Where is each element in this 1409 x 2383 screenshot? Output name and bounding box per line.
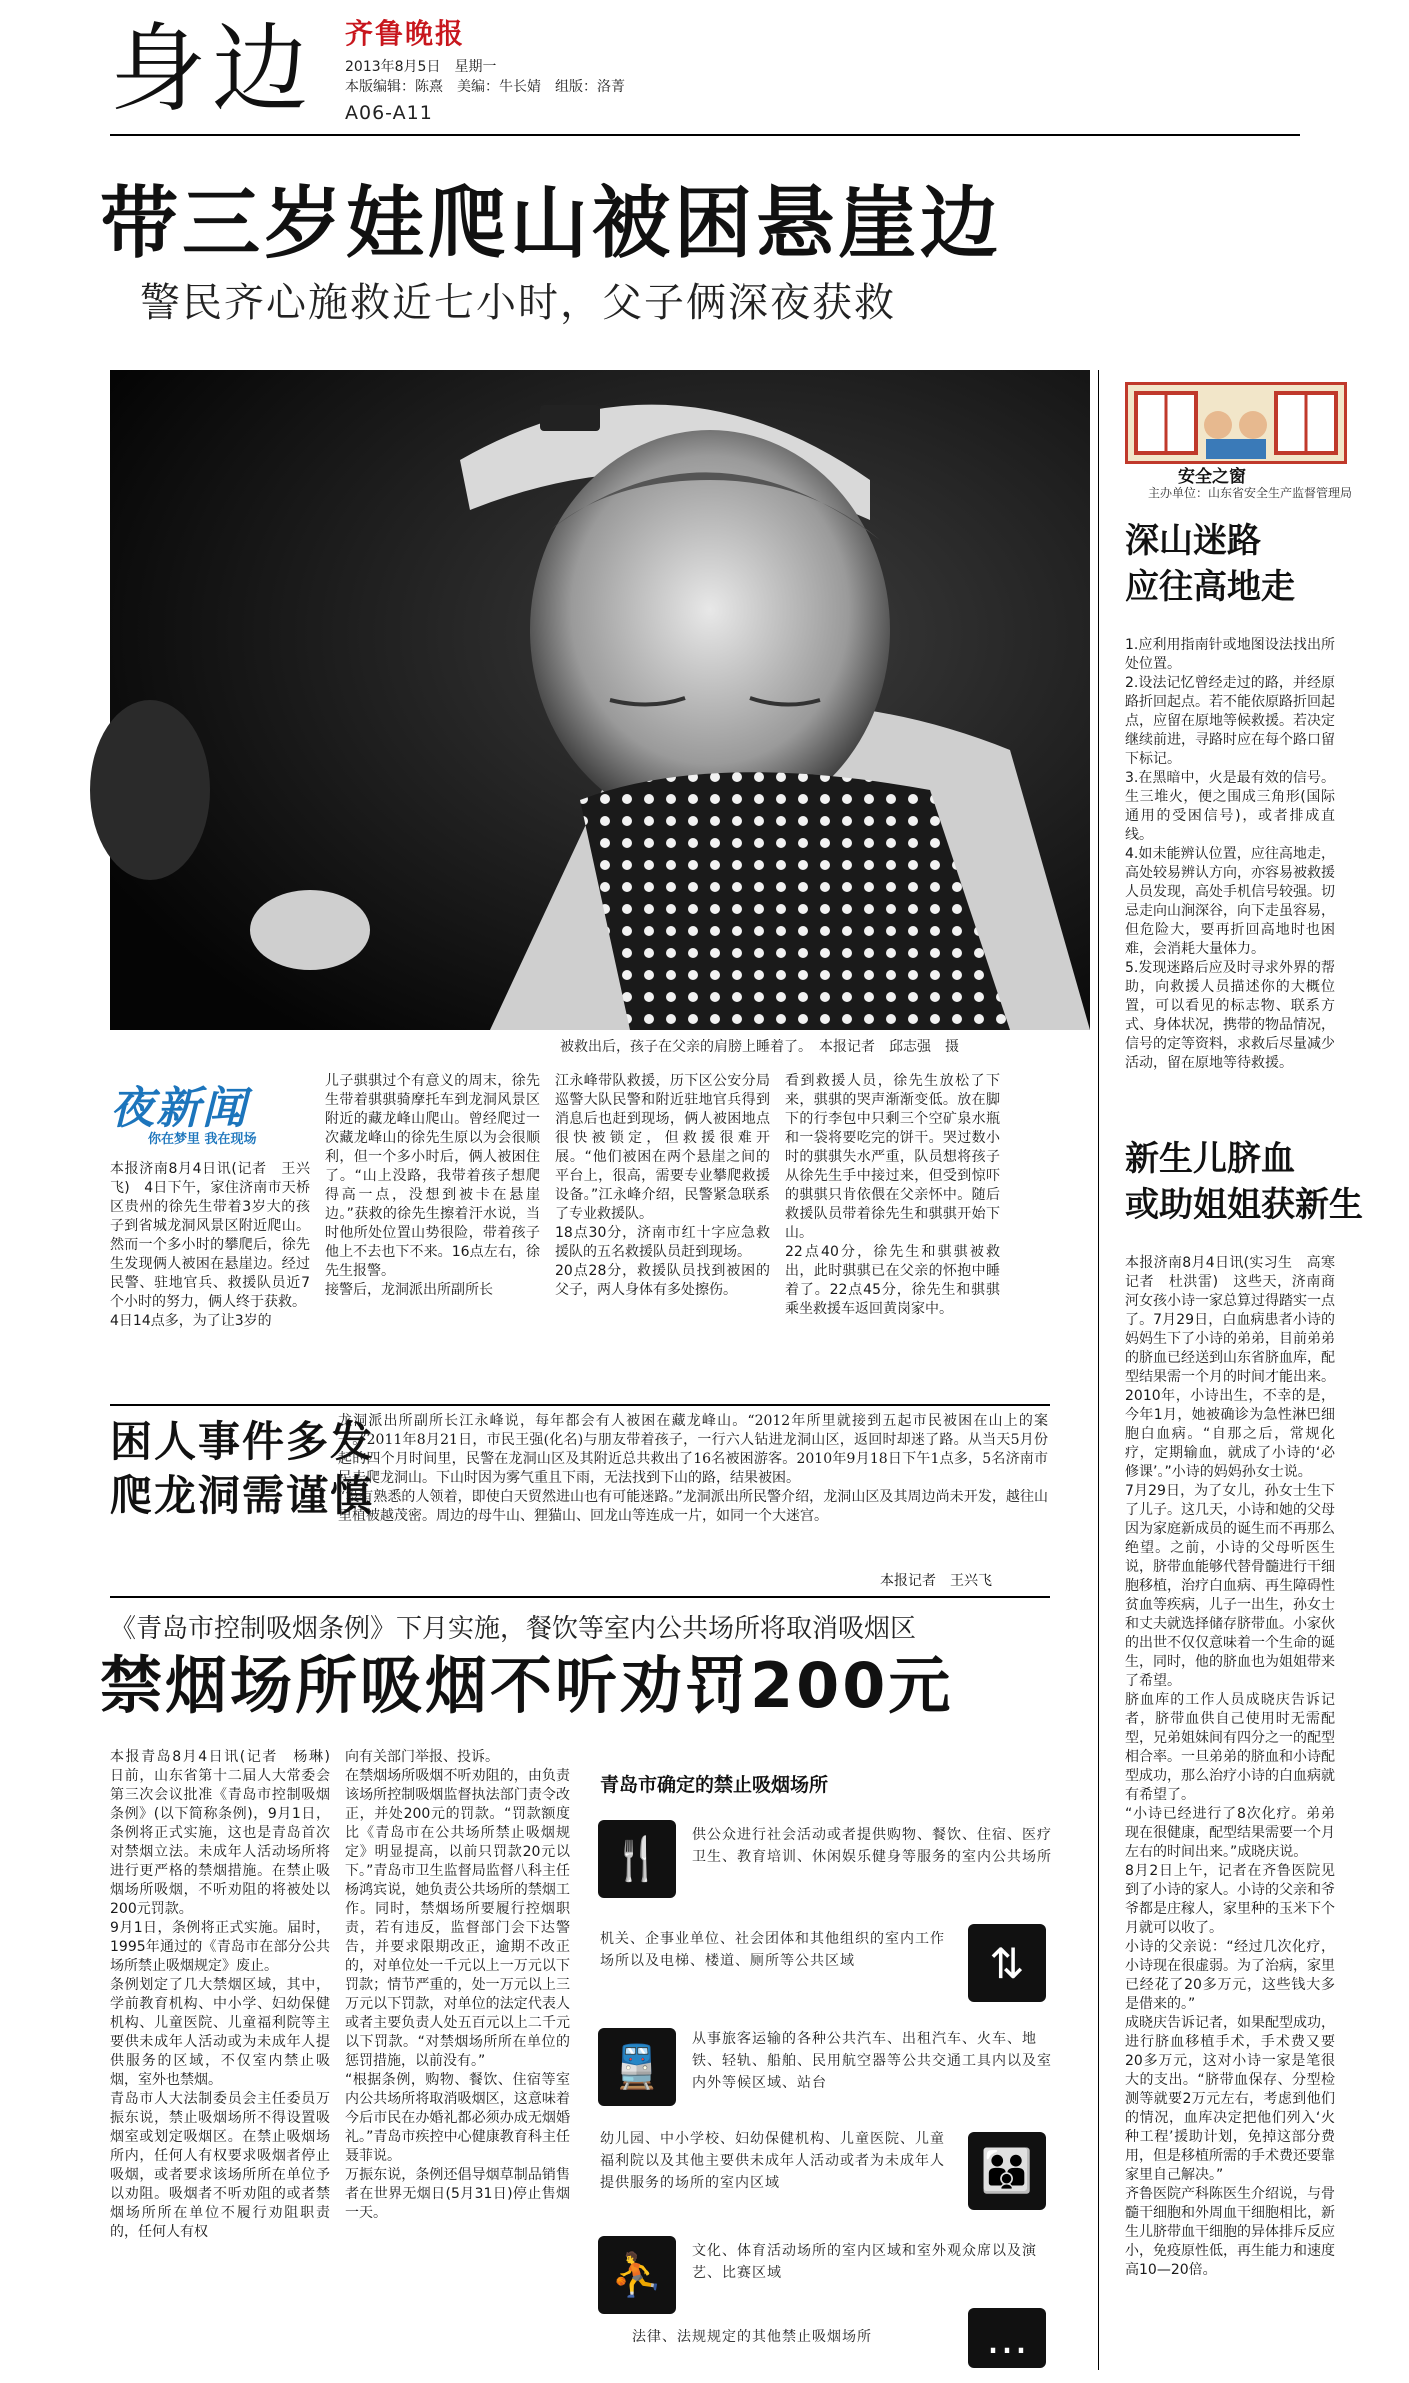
list-item-text: 从事旅客运输的各种公共汽车、出租汽车、火车、地铁、轻轨、船舶、民用航空器等公共交通工具内以及室内外等候区域、站台 xyxy=(692,2031,1052,2091)
smoke-free-list xyxy=(592,1748,1052,2368)
qingdao-list-title: 青岛市确定的禁止吸烟场所 xyxy=(600,1774,829,1796)
other-icon: … xyxy=(968,2308,1046,2368)
qingdao-col-2 xyxy=(345,1748,570,2376)
list-item-text: 机关、企事业单位、社会团体和其他组织的室内工作场所以及电梯、楼道、厕所等公共区域 xyxy=(600,1931,945,1969)
qingdao-kicker: 《青岛市控制吸烟条例》下月实施，餐饮等室内公共场所将取消吸烟区 xyxy=(110,1614,917,1644)
list-item-text: 供公众进行社会活动或者提供购物、餐饮、住宿、医疗卫生、教育培训、休闲娱乐健身等服务的室内公共场所 xyxy=(692,1827,1052,1865)
tips-body: 1.应利用指南针或地图设法找出所处位置。 2.设法记忆曾经走过的路，并经原路折回起点。若不能依原路折回起点，应留在原地等候救援。若决定继续前进，寻路时应在每个路口留下标记。 3.在黑暗中，火是最有效的信号。生三堆火，便之围成三角形(国际通用的受困信号)，或者排成直线。 4.如未能辨认位置，应往高地走，高处较易辨认方向，亦容易被救援人员发现，高处手机信号较强。切忌走向山涧深谷，向下走虽容易，但危险大，要再折回高地时也困难，会消耗大量体力。 5.发现迷路后应及时寻求外界的帮助，向救援人员描述你的大概位置，可以看见的标志物、联系方式、身体状况，携带的物品情况，信号的定等资料，求救后尽量减少活动，留在原地等待救援。 xyxy=(1125,637,1335,1071)
list-item-text: 法律、法规规定的其他禁止吸烟场所 xyxy=(632,2329,872,2345)
story-col-2-text: 儿子骐骐过个有意义的周末，徐先生带着骐骐骑摩托车到龙洞风景区附近的藏龙峰山爬山。曾经爬过一次藏龙峰山的徐先生原以为会很顺利，但一个多小时后，俩人被困住了。“山上没路，我带着孩子想爬得高一点，没想到被卡在悬崖边。”获救的徐先生擦着汗水说，当时他所处位置山势很险，带着孩子他上不去也下不来。16点左右，徐先生报警。 接警后，龙洞派出所副所长 xyxy=(325,1073,540,1298)
restaurant-icon: 🍴 xyxy=(598,1820,676,1898)
page-range: A06-A11 xyxy=(345,102,433,124)
box-story-text xyxy=(338,1412,1048,1568)
story-col-3-text: 江永峰带队救援，历下区公安分局巡警大队民警和附近驻地官兵得到消息后也赶到现场，俩人被困地点很快被锁定，但救援很难开展。“他们被困在两个悬崖之间的平台上，很高，需要专业攀爬救援设备。”江永峰介绍，民警紧急联系了专业救援队。 18点30分，济南市红十字应急救援队的五名救援队员赶到现场。 20点28分，救援队员找到被困的父子，两人身体有多处擦伤。 xyxy=(555,1073,770,1298)
sports-icon: ⛹ xyxy=(598,2236,676,2314)
column-divider xyxy=(1098,370,1099,2370)
safety-window-label: 安全之窗 xyxy=(1178,467,1246,487)
box-rule xyxy=(110,1404,1050,1406)
story-col-2 xyxy=(325,1072,540,1402)
child-icon: 👪 xyxy=(968,2132,1046,2210)
newspaper-logo: 齐鲁晚报 xyxy=(345,17,466,50)
date-line: 2013年8月5日 星期一 xyxy=(345,59,497,75)
qingdao-headline: 禁烟场所吸烟不听劝罚200元 xyxy=(100,1649,954,1722)
list-item xyxy=(592,2018,1052,2122)
tips-title-line-2: 应往高地走 xyxy=(1125,567,1295,607)
box-byline: 本报记者 王兴飞 xyxy=(880,1573,992,1589)
main-subhead: 警民齐心施救近七小时，父子俩深夜获救 xyxy=(140,280,896,326)
qingdao-col-1 xyxy=(110,1748,330,2376)
safety-window-illustration xyxy=(1125,382,1347,464)
box-title-line-1: 困人事件多发 xyxy=(110,1417,375,1466)
qingdao-col-1-text: 本报青岛8月4日讯(记者 杨琳) 日前，山东省第十二届人大常委会第三次会议批准《青岛市控制吸烟条例》(以下简称条例)，9月1日，条例将正式实施，这也是青岛首次对禁烟立法。未成年人活动场所将进行更严格的禁烟措施。在禁止吸烟场所吸烟，不听劝阻的将被处以200元罚款。 9月1日，条例将正式实施。届时，1995年通过的《青岛市在部分公共场所禁止吸烟规定》废止。 条例划定了几大禁烟区域，其中，学前教育机构、中小学、妇幼保健机构、儿童医院、儿童福利院等主要供未成年人活动或为未成年人提供服务的区域，不仅室内禁止吸烟，室外也禁烟。 青岛市人大法制委员会主任委员万振东说，禁止吸烟场所不得设置吸烟室或划定吸烟区。在禁止吸烟场所内，任何人有权要求吸烟者停止吸烟，或者要求该场所所在单位予以劝阻。吸烟者不听劝阻的或者禁烟场所所在单位不履行劝阻职责的，任何人有权 xyxy=(110,1749,330,2240)
list-item xyxy=(592,2308,1052,2368)
section-title: 身边 xyxy=(110,13,314,125)
cord-blood-title-line-2: 或助姐姐获新生 xyxy=(1125,1185,1363,1225)
list-item-text: 幼儿园、中小学校、妇幼保健机构、儿童医院、儿童福利院以及其他主要供未成年人活动或者为未成年人提供服务的场所的室内区域 xyxy=(600,2131,945,2191)
cord-blood-text xyxy=(1125,1254,1335,2374)
photo-illustration xyxy=(110,370,1090,1030)
window-icon xyxy=(1128,385,1344,461)
cord-blood-title-line-1: 新生儿脐血 xyxy=(1125,1139,1295,1179)
qingdao-col-2-text: 向有关部门举报、投诉。 在禁烟场所吸烟不听劝阻的，由负责该场所控制吸烟监督执法部门责令改正，并处200元的罚款。“罚款额度比《青岛市在公共场所禁止吸烟规定》明显提高，以前只罚款20元以下。”青岛市卫生监督局监督八科主任杨鸿宾说，她负责公共场所的禁烟工作。同时，禁烟场所要履行控烟职责，若有违反，监督部门会下达警告，并要求限期改正，逾期不改正的，对单位处一千元以上一万元以下罚款；情节严重的，处一万元以上三万元以下罚款，对单位的法定代表人或者主要负责人处五百元以上二千元以下罚款。“对禁烟场所所在单位的惩罚措施，以前没有。” “根据条例，购物、餐饮、住宿等室内公共场所将取消吸烟区，这意味着今后市民在办婚礼都必须办成无烟婚礼。”青岛市疾控中心健康教育科主任聂菲说。 万振东说，条例还倡导烟草制品销售者在世界无烟日(5月31日)停止售烟一天。 xyxy=(345,1749,570,2221)
tips-title-line-1: 深山迷路 xyxy=(1125,521,1261,561)
box-title-line-2: 爬龙洞需谨慎 xyxy=(110,1471,375,1520)
train-icon: 🚆 xyxy=(598,2028,676,2106)
editor-line: 本版编辑：陈熹 美编：牛长婧 组版：洛菁 xyxy=(345,79,625,95)
box-story-body: 龙洞派出所副所长江永峰说，每年都会有人被困在藏龙峰山。“2012年所里就接到五起市民被困在山上的案子。”2011年8月21日，市民王强(化名)与朋友带着孩子，一行六人钻进龙洞山区，返回时却迷了路。从当天5月份起的四个月时间里，民警在龙洞山区及其附近总共救出了16名被困游客。2010年9月18日下午1点多，5名济南市民去爬龙洞山。下山时因为雾气重且下雨，无法找到下山的路，结果被困。 “没有熟悉的人领着，即使白天贸然进山也有可能迷路。”龙洞派出所民警介绍，龙洞山区及其周边尚未开发，越往山里植被越茂密。周边的母牛山、狸猫山、回龙山等连成一片，如同一个大迷宫。 xyxy=(338,1413,1048,1524)
story-col-3 xyxy=(555,1072,770,1402)
cord-blood-body: 本报济南8月4日讯(实习生 高寒 记者 杜洪雷) 这些天，济南商河女孩小诗一家总算过得踏实一点了。7月29日，白血病患者小诗的妈妈生下了小诗的弟弟，目前弟弟的脐血已经送到山东省脐血库，配型结果需一个月的时间才能出来。 2010年，小诗出生，不幸的是，今年1月，她被确诊为急性淋巴细胞白血病。“自那之后，常规化疗，定期输血，就成了小诗的‘必修课’。”小诗的妈妈孙女士说。 7月29日，为了女儿，孙女士生下了儿子。这几天，小诗和她的父母因为家庭新成员的诞生而不再那么绝望。之前，小诗的父母听医生说，脐带血能够代替骨髓进行干细胞移植，治疗白血病、再生障碍性贫血等疾病，儿子一出生，孙女士和丈夫就选择储存脐带血。小家伙的出世不仅仅意味着一个生命的诞生，同时，他的脐血也为姐姐带来了希望。 脐血库的工作人员成晓庆告诉记者，脐带血供自己使用时无需配型，兄弟姐妹间有四分之一的配型相合率。一旦弟弟的脐血和小诗配型成功，那么治疗小诗的白血病就有希望了。 “小诗已经进行了8次化疗。弟弟现在很健康，配型结果需要一个月左右的时间出来。”成晓庆说。 8月2日上午，记者在齐鲁医院见到了小诗的家人。小诗的父亲和爷爷都是庄稼人，家里种的玉米下个月就可以收了。 小诗的父亲说：“经过几次化疗，小诗现在很虚弱。为了治病，家里已经花了20多万元，这些钱大多是借来的。” 成晓庆告诉记者，如果配型成功，进行脐血移植手术，手术费又要20多万元，这对小诗一家是笔很大的支出。“脐带血保存、分型检测等就要2万元左右，考虑到他们的情况，血库决定把他们列入‘火种工程’援助计划，免掉这部分费用，但是移植所需的手术费还要靠家里自己解决。” 齐鲁医院产科陈医生介绍说，与骨髓干细胞和外周血干细胞相比，新生儿脐带血干细胞的异体排斥反应小，免疫原性低，再生能力和速度高10—20倍。 xyxy=(1125,1255,1335,2278)
list-item-text: 文化、体育活动场所的室内区域和室外观众席以及演艺、比赛区域 xyxy=(692,2243,1037,2281)
main-photo xyxy=(110,370,1090,1030)
list-item xyxy=(592,2122,1052,2226)
top-rule xyxy=(110,134,1300,136)
story-col-1-text: 本报济南8月4日讯(记者 王兴飞) 4日下午，家住济南市天桥区贵州的徐先生带着3岁大的孩子到省城龙洞风景区附近爬山。然而一个多小时的攀爬后，徐先生发现俩人被困在悬崖边。经过民警、驻地官兵、救援队员近7个小时的努力，俩人终于获救。 4日14点多，为了让3岁的 xyxy=(110,1161,310,1329)
main-headline: 带三岁娃爬山被困悬崖边 xyxy=(100,179,1003,269)
list-item xyxy=(592,1810,1052,1914)
list-item xyxy=(592,1914,1052,2018)
story-col-4 xyxy=(785,1072,1000,1402)
story-col-1 xyxy=(110,1160,310,1410)
story-col-4-text: 看到救援人员，徐先生放松了下来，骐骐的哭声渐渐变低。放在脚下的行李包中只剩三个空矿泉水瓶和一袋将要吃完的饼干。哭过数小时的骐骐失水严重，队员想将孩子从徐先生手中接过来，但受到惊吓的骐骐只肯依偎在父亲怀中。随后救援队员带着徐先生和骐骐开始下山。 22点40分，徐先生和骐骐被救出，此时骐骐已在父亲的怀抱中睡着了。22点45分，徐先生和骐骐乘坐救援车返回黄岗家中。 xyxy=(785,1073,1000,1317)
elevator-icon: ⇅ xyxy=(968,1924,1046,2002)
night-news-tagline: 你在梦里 我在现场 xyxy=(148,1132,257,1147)
sidebar-sponsor: 主办单位：山东省安全生产监督管理局 xyxy=(1148,486,1353,500)
tips-text xyxy=(1125,636,1335,1116)
photo-caption: 被救出后，孩子在父亲的肩膀上睡着了。 本报记者 邱志强 摄 xyxy=(560,1039,959,1055)
night-news-logo: 夜新闻 xyxy=(110,1083,248,1134)
qingdao-rule xyxy=(110,1596,1050,1598)
